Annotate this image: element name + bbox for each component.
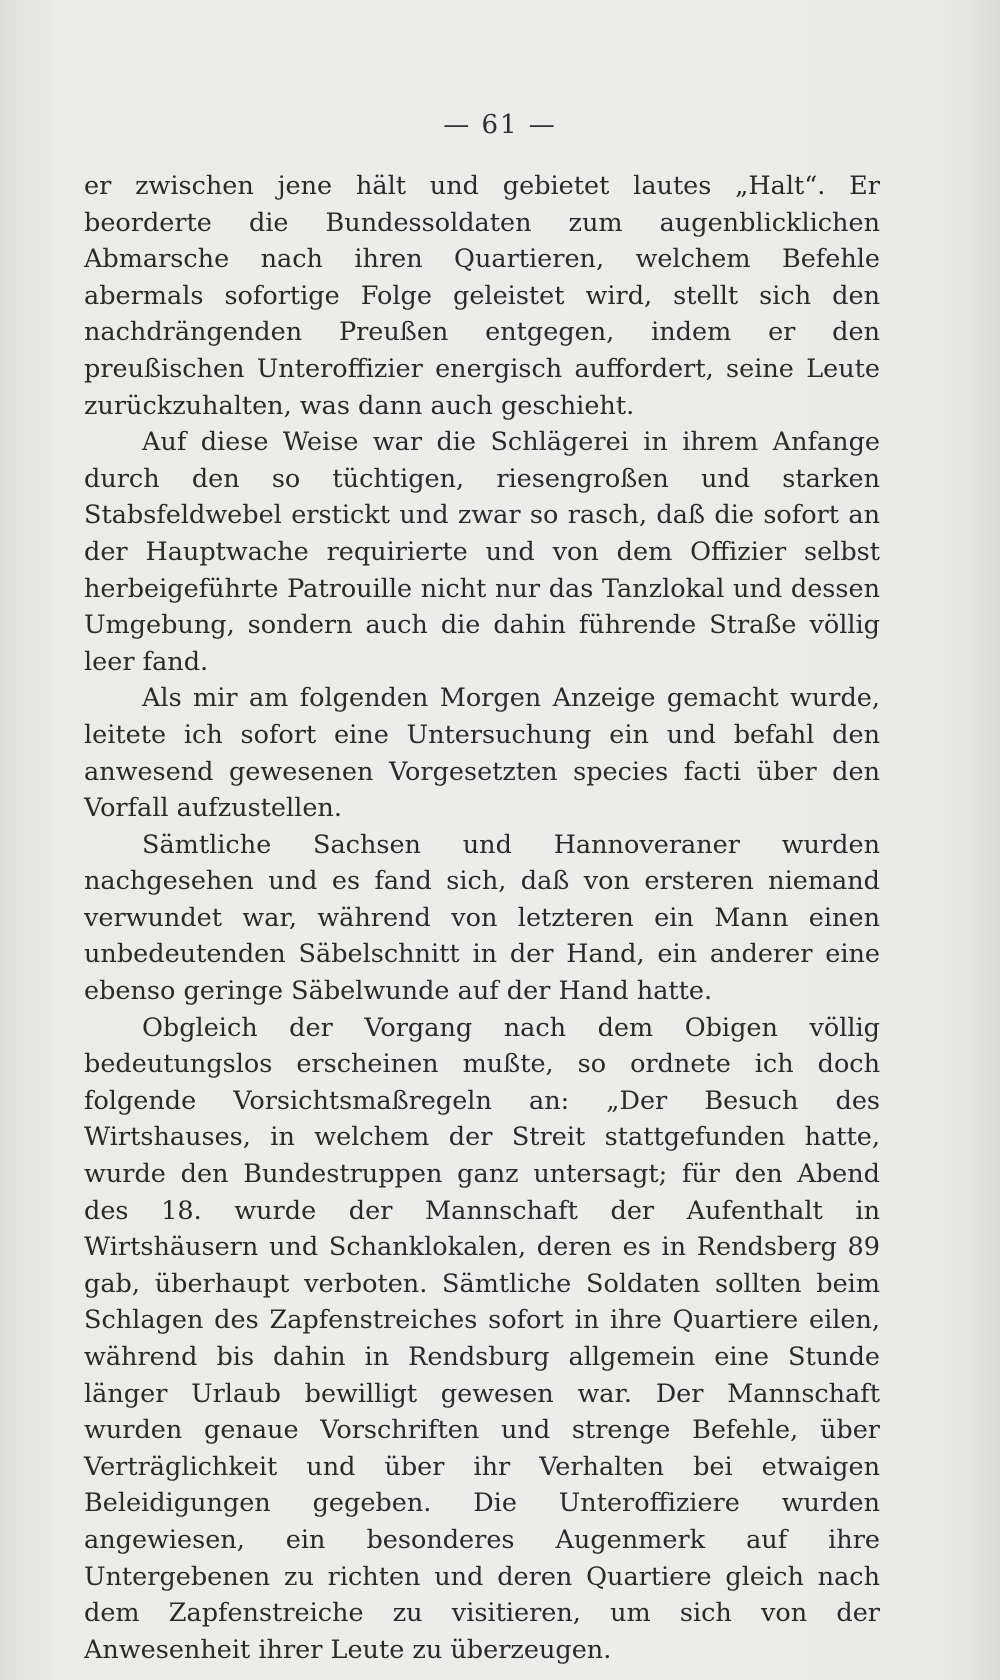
paragraph-4: Sämtliche Sachsen und Hannoveraner wurden nachgesehen und es fand sich, daß von ersteren niemand verwundet war, während von letzteren ein Mann einen unbedeutenden Säbelschnitt in der Hand, ein anderer eine ebenso geringe Säbelwunde auf der Hand hatte.	[84, 829, 880, 1007]
paragraph-3: Als mir am folgenden Morgen Anzeige gemacht wurde, leitete ich sofort eine Untersuchung ein und befahl den anwesend gewesenen Vorgesetzten species facti über den Vorfall aufzustellen.	[84, 683, 880, 824]
body-text	[84, 168, 880, 1668]
paragraph-5: Obgleich der Vorgang nach dem Obigen völlig bedeutungslos erscheinen mußte, so ordnete ich doch folgende Vorsichtsmaßregeln an: „Der Besuch des Wirtshauses, in welchem der Streit stattgefunden hatte, wurde den Bundestruppen ganz untersagt; für den Abend des 18. wurde der Mannschaft der Aufenthalt in Wirtshäusern und Schanklokalen, deren es in Rendsberg 89 gab, überhaupt verboten. Sämtliche Soldaten sollten beim Schlagen des Zapfenstreiches sofort in ihre Quartiere eilen, während bis dahin in Rendsburg allgemein eine Stunde länger Urlaub bewilligt gewesen war. Der Mannschaft wurden genaue Vorschriften und strenge Befehle, über Verträglichkeit und über ihr Verhalten bei etwaigen Beleidigungen gegeben. Die Unteroffiziere wurden angewiesen, ein besonderes Augenmerk auf ihre Untergebenen zu richten und deren Quartiere gleich nach dem Zapfenstreiche zu visitieren, um sich von der Anwesenheit ihrer Leute zu überzeugen.	[84, 1012, 880, 1665]
page-number: — 61 —	[443, 110, 557, 140]
paragraph-1: er zwischen jene hält und gebietet lautes „Halt“. Er beorderte die Bundessoldaten zum augenblicklichen Abmarsche nach ihren Quartieren, welchem Befehle abermals sofortige Folge geleistet wird, stellt sich den nachdrängenden Preußen entgegen, indem er den preußischen Unteroffizier energisch auffordert, seine Leute zurückzuhalten, was dann auch geschieht.	[84, 171, 880, 421]
paragraph-2: Auf diese Weise war die Schlägerei in ihrem Anfange durch den so tüchtigen, riesengroßen und starken Stabsfeldwebel erstickt und zwar so rasch, daß die sofort an der Hauptwache requirierte und von dem Offizier selbst herbeigeführte Patrouille nicht nur das Tanzlokal und dessen Umgebung, sondern auch die dahin führende Straße völlig leer fand.	[84, 427, 880, 677]
